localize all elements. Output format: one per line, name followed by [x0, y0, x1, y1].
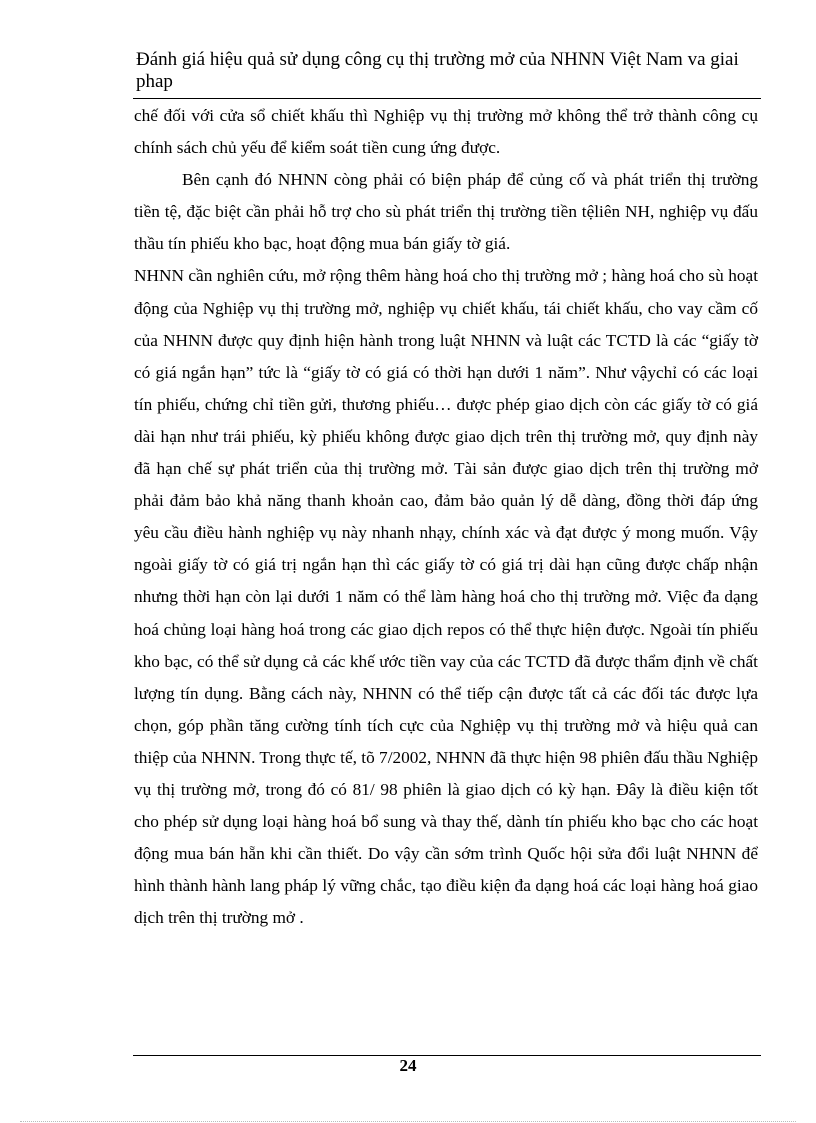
paragraph-open-market-goods: NHNN cần nghiên cứu, mở rộng thêm hàng hoá cho thị trường mở ; hàng hoá cho sù hoạt động của Nghiệp vụ thị trường mở, nghiệp vụ chiết khấu, tái chiết khấu, cho vay cầm cố của NHNN được quy định hiện hành trong luật NHNN và luật các TCTD là các “giấy tờ có giá ngắn hạn” tức là “giấy tờ có giá có thời hạn dưới 1 năm”. Như vậychỉ có các loại tín phiếu, chứng chỉ tiền gửi, thương phiếu… được phép giao dịch còn các giấy tờ có giá dài hạn như trái phiếu, kỳ phiếu không được giao dịch trên thị trường mở, quy định này đã hạn chế sự phát triển của thị trường mở. Tài sản được giao dịch trên thị trường mở phải đảm bảo khả năng thanh khoản cao, đảm bảo quản lý dễ dàng, đồng thời đáp ứng yêu cầu điều hành nghiệp vụ này nhanh nhạy, chính xác và đạt được ý mong muốn. Vậy ngoài giấy tờ có giá trị ngắn hạn thì các giấy tờ có giá trị dài hạn cũng được chấp nhận nhưng thời hạn còn lại dưới 1 năm có thể làm hàng hoá cho thị trường mở. Việc đa dạng hoá chủng loại hàng hoá trong các giao dịch repos có thể thực hiện được. Ngoài tín phiếu kho bạc, có thể sử dụng cả các khế ước tiền vay của các TCTD đã được thẩm định về chất lượng tín dụng. Bằng cách này, NHNN có thể tiếp cận được tất cả các đối tác được lựa chọn, góp phần tăng cường tính tích cực của Nghiệp vụ thị trường mở và hiệu quả can thiệp của NHNN. Trong thực tế, tõ 7/2002, NHNN đã thực hiện 98 phiên đấu thầu Nghiệp vụ thị trường mở, trong đó có 81/ 98 phiên là giao dịch có kỳ hạn. Đây là điều kiện tốt cho phép sử dụng loại hàng hoá bổ sung và thay thế, dành tín phiếu kho bạc cho các hoạt động mua bán hẵn khi cần thiết. Do vậy cần sớm trình Quốc hội sửa đổi luật NHNN để hình thành hành lang pháp lý vững chắc, tạo điều kiện đa dạng hoá các loại hàng hoá giao dịch trên thị trường mở . — [134, 266, 758, 928]
page-number: 24 — [399, 1056, 417, 1075]
paragraph-market-development: Bên cạnh đó NHNN còng phải có biện pháp để củng cố và phát triển thị trường tiền tệ, đặc biệt cần phải hỗ trợ cho sù phát triển thị trường tiền tệliên NH, nghiệp vụ đấu thầu tín phiếu kho bạc, hoạt động mua bán giấy tờ giá. — [134, 170, 758, 254]
document-body — [134, 100, 758, 934]
page-bottom-edge — [20, 1121, 796, 1122]
header-divider — [133, 98, 761, 99]
paragraph-continuation: chế đối với cửa sổ chiết khấu thì Nghiệp vụ thị trường mở không thể trở thành công cụ chính sách chủ yếu để kiểm soát tiền cung ứng được. — [134, 106, 758, 158]
page-header-title: Đánh giá hiệu quả sử dụng công cụ thị trường mở của NHNN Việt Nam va giai phap — [136, 49, 739, 92]
